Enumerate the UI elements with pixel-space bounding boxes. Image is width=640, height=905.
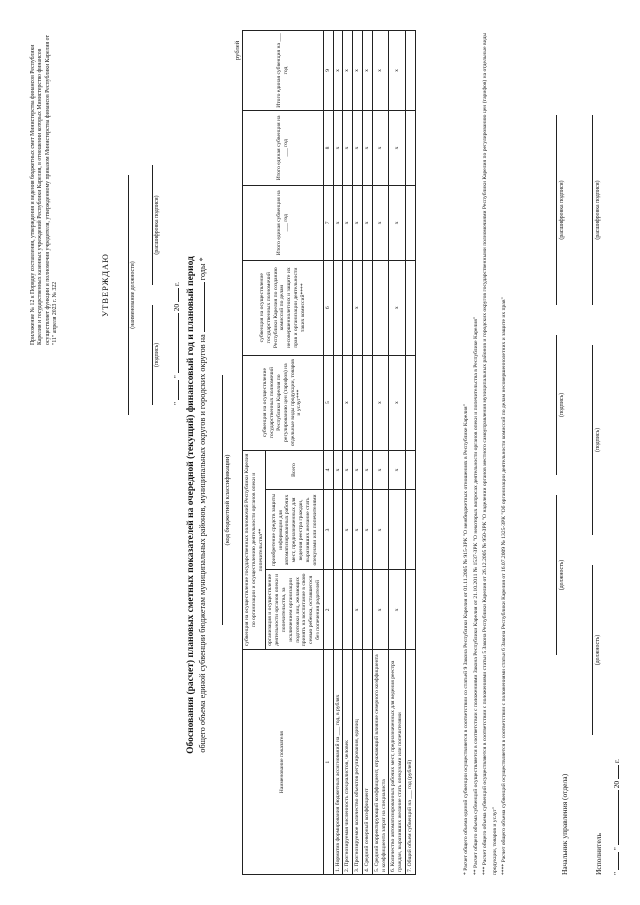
col-num: 5	[323, 355, 333, 450]
col-num: 2	[323, 570, 333, 650]
position-line	[128, 175, 129, 415]
date-quote-close: "	[172, 375, 181, 379]
table-row	[343, 31, 353, 875]
subtitle-year-line	[204, 282, 205, 332]
table-cell: x	[353, 450, 363, 490]
table-cell: x	[343, 490, 353, 570]
col-num: 8	[323, 110, 333, 185]
footnote: **** Расчет общего объема субвенций осуществляется в соответствии с положениями статьи 6 Закона Республики Карелия от 16.07.2009 № 1325-ЗРК "Об организации деятельности комиссий по делам несовершеннолетних и защите их прав"	[501, 297, 507, 875]
table-cell: x	[353, 185, 363, 260]
table-cell	[333, 260, 343, 355]
approver-signature-caption: (подпись)	[154, 342, 160, 368]
executor-label: Исполнитель	[594, 833, 603, 875]
table-cell	[343, 260, 353, 355]
table-cell: x	[389, 185, 406, 260]
date-month-line	[178, 313, 179, 373]
date-quote-open: "	[172, 401, 181, 405]
table-cell: x	[389, 31, 406, 111]
table-cell: x	[343, 355, 353, 450]
table-cell: x	[389, 110, 406, 185]
table-row	[333, 31, 343, 875]
table-cell	[333, 490, 343, 570]
row-label: 3. Прогнозируемое количество объектов регулирования, единиц	[353, 650, 363, 875]
row-label: 5. Средний корректирующий коэффициент, отражающий влияние северного коэффициента и коэффициента затрат на специалиста	[372, 650, 389, 875]
header-guardianship-total: Всего	[266, 450, 323, 490]
document-title: Обоснования (расчет) плановых сметных показателей на очередной (текущий) финансовый год и плановый период	[186, 256, 196, 754]
exec-date-year: 20	[612, 780, 621, 789]
table-cell: x	[353, 110, 363, 185]
units-label: рублей	[234, 40, 241, 60]
head-signature-line	[556, 335, 557, 475]
exec-date-day-line	[618, 852, 619, 870]
executor-decoding-line	[592, 115, 593, 305]
table-cell	[405, 450, 415, 490]
col-num: 3	[323, 490, 333, 570]
table-cell: x	[389, 570, 406, 650]
column-number-row	[323, 31, 333, 875]
footnote: ** Расчет общего объема субвенций осуществляется в соответствии с положениями Закона Республики Карелия от 21.10.2011 № 1537-ЗРК "О некоторых вопросах деятельности органов опеки и попечительства в Республике Карелия"	[472, 316, 479, 875]
table-row-total	[405, 31, 415, 875]
table-cell	[343, 570, 353, 650]
table-cell	[362, 355, 372, 450]
approve-title: УТВЕРЖДАЮ	[100, 253, 110, 317]
appendix-note: Приложение № 12 к Порядку составления, утверждения и ведения бюджетных смет Министерства финансов Республики Карелия и государственных казенных учреждений Республики Карелия, в отношении которых Министерство финансов осуществляет функции и полномочия учредителя, утвержденному приказом Министерства финансов Республики Карелия от "11" апреля 2023 г. № 322	[30, 35, 59, 345]
calculation-table	[242, 30, 416, 875]
table-cell	[389, 490, 406, 570]
date-year: 20	[172, 303, 181, 312]
header-guardianship: субвенция на осуществление государственных полномочий Республики Карелия по организации и осуществлению деятельности органов опеки и попечительства**	[243, 450, 266, 650]
table-cell: x	[389, 355, 406, 450]
table-cell: x	[353, 570, 363, 650]
executor-position-line	[592, 565, 593, 735]
exec-date-year-suffix: г.	[612, 759, 621, 764]
executor-position-caption: (должность)	[595, 634, 601, 666]
col-num: 9	[323, 31, 333, 111]
col-num: 1	[323, 650, 333, 875]
table-cell: x	[362, 185, 372, 260]
header-minors-commission: субвенция на осуществление государственных полномочий Республики Карелия по созданию комиссий по делам несовершеннолетних и защите их прав и организации деятельности таких комиссий****	[243, 260, 324, 355]
approver-decoding-caption: (расшифровка подписи)	[154, 195, 160, 255]
table-cell	[362, 260, 372, 355]
approver-decoding-line	[152, 165, 153, 285]
head-position-caption: (должность)	[559, 559, 565, 591]
table-cell: x	[362, 31, 372, 111]
executor-signature-line	[592, 345, 593, 535]
executor-decoding-caption: (расшифровка подписи)	[595, 180, 601, 240]
table-row	[389, 31, 406, 875]
table-cell	[333, 570, 343, 650]
head-decoding-caption: (расшифровка подписи)	[559, 180, 565, 240]
head-decoding-line	[556, 115, 557, 305]
table-cell: x	[333, 185, 343, 260]
table-row	[353, 31, 363, 875]
table-cell: x	[372, 31, 389, 111]
executor-date	[612, 759, 621, 875]
head-position-line	[556, 495, 557, 655]
row-label: 4. Средний северный коэффициент	[362, 650, 372, 875]
table-cell: x	[343, 185, 353, 260]
table-row	[372, 31, 389, 875]
header-total-year1: Итого единая субвенция на ___ год	[243, 185, 324, 260]
table-cell: x	[372, 450, 389, 490]
table-cell: x	[372, 355, 389, 450]
table-cell: x	[362, 450, 372, 490]
table-cell: x	[389, 450, 406, 490]
date-day-line	[178, 380, 179, 400]
row-label: 1. Норматив формирования бюджетных ассигнований на ___ год, в рублях	[333, 650, 343, 875]
footnote: * Расчет общего объема единой субвенции осуществляется в соответствии со статьей 9 Закона Республики Карелия от 01.11.2005 № 915-ЗРК "О межбюджетных отношениях в Республике Карелия"	[463, 404, 469, 875]
header-name: Наименование показателя	[243, 650, 324, 875]
budget-code-line	[222, 375, 223, 625]
table-cell	[405, 260, 415, 355]
table-cell	[372, 260, 389, 355]
table-cell: x	[343, 450, 353, 490]
position-caption: (наименование должности)	[130, 261, 136, 329]
document-subtitle	[197, 225, 208, 785]
table-cell: x	[353, 260, 363, 355]
subtitle-part2: годы *	[198, 257, 207, 281]
table-cell: x	[389, 260, 406, 355]
table-cell: x	[333, 110, 343, 185]
exec-date-quote-close: "	[612, 847, 621, 851]
footnote: *** Расчет общего объема субвенций осуществляется в соответствии с положениями статьи 5 Закона Республики Карелия от 26.12.2005 № 950-ЗРК "О наделении органов местного самоуправления муниципальных районов и городских округов государственными полномочиями Республики Карелия по регулированию цен (тарифов) на отдельные виды продукции, товаров и услуг"	[482, 32, 498, 875]
table-cell	[405, 490, 415, 570]
approve-date	[172, 282, 181, 405]
row-label: 6. Количество автоматизированных рабочих мест, предназначенных для ведения реестра граждан, выразивших желание стать опекунами или попечителями	[389, 650, 406, 875]
head-label: Начальник управления (отдела)	[560, 773, 569, 875]
subtitle-part1: общего объема единой субвенции бюджетам муниципальных районов, муниципальных округов и городских округов на	[198, 334, 207, 753]
table-cell: x	[372, 570, 389, 650]
table-cell	[353, 355, 363, 450]
col-num: 4	[323, 450, 333, 490]
table-cell: x	[343, 110, 353, 185]
date-year-line	[178, 288, 179, 302]
table-cell	[405, 355, 415, 450]
table-cell: x	[362, 110, 372, 185]
table-cell	[405, 31, 415, 111]
table-cell: x	[362, 490, 372, 570]
table-cell: x	[343, 31, 353, 111]
table-cell: x	[372, 110, 389, 185]
header-tariff-subvention: субвенция на осуществление государственных полномочий Республики Карелия по регулированию цен (тарифов) на отдельные виды продукции, товаров и услуг***	[243, 355, 324, 450]
footnotes	[462, 30, 510, 875]
head-signature-caption: (подпись)	[559, 392, 565, 418]
col-num: 6	[323, 260, 333, 355]
table-cell	[405, 570, 415, 650]
exec-date-month-line	[618, 790, 619, 845]
row-label: 7. Общий объем субвенций на ___ год (рублей)	[405, 650, 415, 875]
budget-code-caption: (код бюджетной классификации)	[224, 454, 231, 546]
table-row	[362, 31, 372, 875]
table-cell: x	[353, 31, 363, 111]
table-cell: x	[333, 450, 343, 490]
exec-date-year-line	[618, 765, 619, 779]
header-guardianship-activity: организация и осуществление деятельности органов опеки и попечительства, за исключением организации подготовки лиц, желающих принять на воспитание в свою семью ребенка, оставшегося без попечения родителей	[266, 570, 323, 650]
table-cell	[405, 110, 415, 185]
exec-date-quote-open: "	[612, 871, 621, 875]
table-cell	[333, 355, 343, 450]
header-total-year2: Итого единая субвенция на ___ год	[243, 110, 324, 185]
table-cell: x	[353, 490, 363, 570]
table-cell: x	[333, 31, 343, 111]
executor-signature-caption: (подпись)	[595, 427, 601, 453]
table-cell: x	[372, 490, 389, 570]
approver-signature-line	[152, 305, 153, 405]
date-year-suffix: г.	[172, 282, 181, 287]
table-cell: x	[372, 185, 389, 260]
row-label: 2. Прогнозируемая численность специалистов, человек	[343, 650, 353, 875]
col-num: 7	[323, 185, 333, 260]
table-cell	[405, 185, 415, 260]
header-info-protection: приобретение средств защиты информации для автоматизированных рабочих мест, предназначенных для ведения реестра граждан, выразивших желание стать опекунами или попечителями	[266, 490, 323, 570]
table-cell	[362, 570, 372, 650]
header-total-year3: Итого единая субвенция на ___ год	[243, 31, 324, 111]
